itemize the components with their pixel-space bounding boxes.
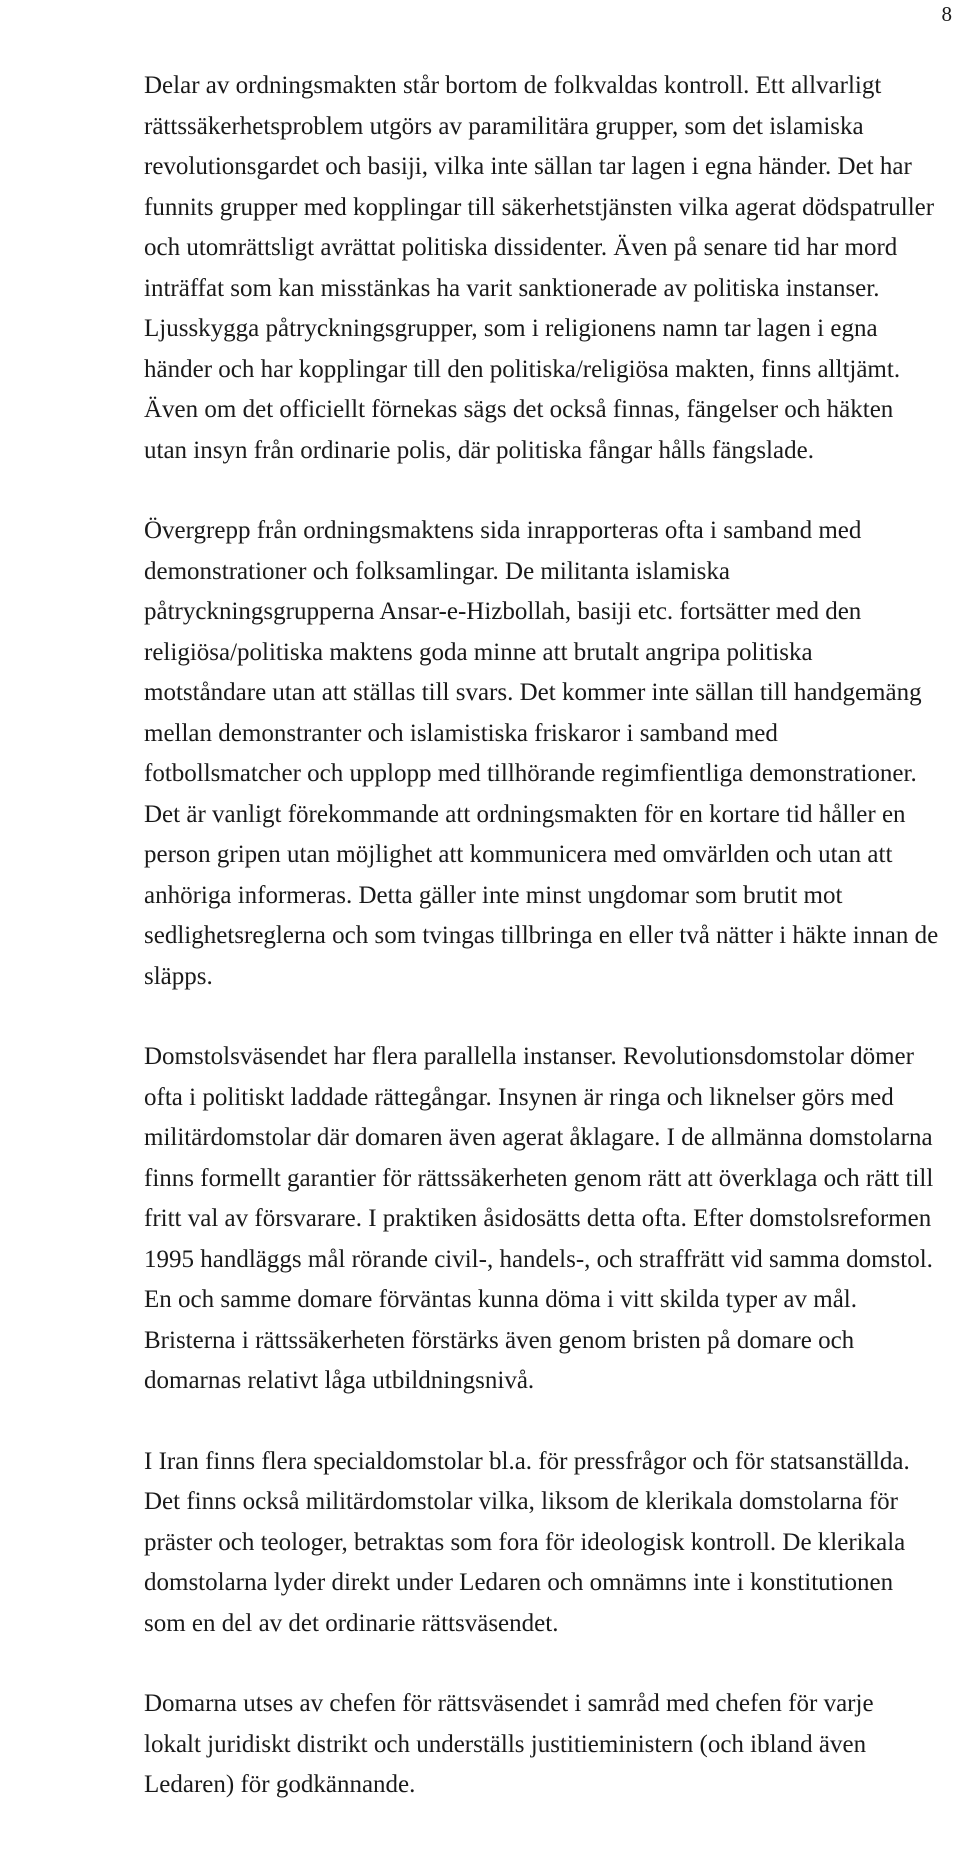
text-line: Ledaren) för godkännande. [144, 1771, 416, 1798]
text-line: Domstolsväsendet har flera parallella instanser. Revolutionsdomstolar dömer [144, 1043, 914, 1070]
text-line: Det är vanligt förekommande att ordningsmakten för en kortare tid håller en [144, 800, 906, 828]
text-line: rättssäkerhetsproblem utgörs av paramilitära grupper, som det islamiska [144, 112, 864, 140]
text-line: Delar av ordningsmakten står bortom de folkvaldas kontroll. Ett allvarligt [144, 72, 882, 99]
text-line: revolutionsgardet och basiji, vilka inte sällan tar lagen i egna händer. Det har [144, 153, 912, 180]
text-line: lokalt juridiskt distrikt och underställs justitieministern (och ibland även [144, 1730, 867, 1758]
paragraph-paramilitary-groups [144, 66, 956, 471]
text-line: ofta i politiskt laddade rättegångar. Insynen är ringa och liknelser görs med [144, 1083, 894, 1111]
paragraph-abuses-by-law-enforcement [144, 511, 956, 997]
text-line: 1995 handläggs mål rörande civil-, handels-, och straffrätt vid samma domstol. [144, 1245, 933, 1273]
paragraph-special-courts [144, 1442, 956, 1645]
text-line: sedlighetsreglerna och som tvingas tillbringa en eller två nätter i häkte innan de [144, 922, 939, 949]
text-line: Ljusskygga påtryckningsgrupper, som i religionens namn tar lagen i egna [144, 315, 878, 342]
text-line: finns formellt garantier för rättssäkerheten genom rätt att överklaga och rätt till [144, 1164, 934, 1192]
text-line: fritt val av försvarare. I praktiken åsidosätts detta ofta. Efter domstolsreformen [144, 1205, 932, 1232]
text-line: påtryckningsgrupperna Ansar-e-Hizbollah, basiji etc. fortsätter med den [144, 598, 862, 625]
text-line: som en del av det ordinarie rättsväsendet. [144, 1609, 559, 1637]
text-line: religiösa/politiska maktens goda minne att brutalt angripa politiska [144, 638, 813, 666]
text-line: funnits grupper med kopplingar till säkerhetstjänsten vilka agerat dödspatruller [144, 193, 935, 221]
text-line: präster och teologer, betraktas som fora för ideologisk kontroll. De klerikala [144, 1528, 906, 1556]
text-line: och utomrättsligt avrättat politiska dissidenter. Även på senare tid har mord [144, 234, 898, 261]
text-line: I Iran finns flera specialdomstolar bl.a. för pressfrågor och för statsanställda. [144, 1447, 910, 1475]
text-line: militärdomstolar där domaren även agerat åklagare. I de allmänna domstolarna [144, 1124, 933, 1151]
text-line: Domarna utses av chefen för rättsväsendet i samråd med chefen för varje [144, 1690, 874, 1717]
document-body [144, 66, 956, 1806]
page-number: 8 [941, 2, 952, 26]
text-line: domarnas relativt låga utbildningsnivå. [144, 1367, 535, 1394]
text-line: inträffat som kan misstänkas ha varit sanktionerade av politiska instanser. [144, 274, 880, 302]
text-line: Även om det officiellt förnekas sägs det också finnas, fängelser och häkten [144, 396, 894, 423]
text-line: motståndare utan att ställas till svars. Det kommer inte sällan till handgemäng [144, 679, 922, 706]
text-line: demonstrationer och folksamlingar. De militanta islamiska [144, 557, 730, 585]
text-line: En och samme domare förväntas kunna döma i vitt skilda typer av mål. [144, 1286, 858, 1313]
text-line: mellan demonstranter och islamistiska friskaror i samband med [144, 719, 778, 747]
text-line: händer och har kopplingar till den politiska/religiösa makten, finns alltjämt. [144, 355, 901, 383]
text-line: Övergrepp från ordningsmaktens sida inrapporteras ofta i samband med [144, 517, 862, 544]
text-line: domstolarna lyder direkt under Ledaren och omnämns inte i konstitutionen [144, 1569, 894, 1596]
paragraph-court-system [144, 1037, 956, 1402]
paragraph-appointment-of-judges [144, 1684, 956, 1806]
text-line: anhöriga informeras. Detta gäller inte minst ungdomar som brutit mot [144, 881, 843, 909]
text-line: släpps. [144, 962, 213, 990]
text-line: Det finns också militärdomstolar vilka, liksom de klerikala domstolarna för [144, 1488, 898, 1515]
text-line: utan insyn från ordinarie polis, där politiska fångar hålls fängslade. [144, 436, 814, 464]
text-line: fotbollsmatcher och upplopp med tillhörande regimfientliga demonstrationer. [144, 760, 917, 787]
text-line: Bristerna i rättssäkerheten förstärks även genom bristen på domare och [144, 1326, 855, 1354]
text-line: person gripen utan möjlighet att kommunicera med omvärlden och utan att [144, 841, 893, 868]
